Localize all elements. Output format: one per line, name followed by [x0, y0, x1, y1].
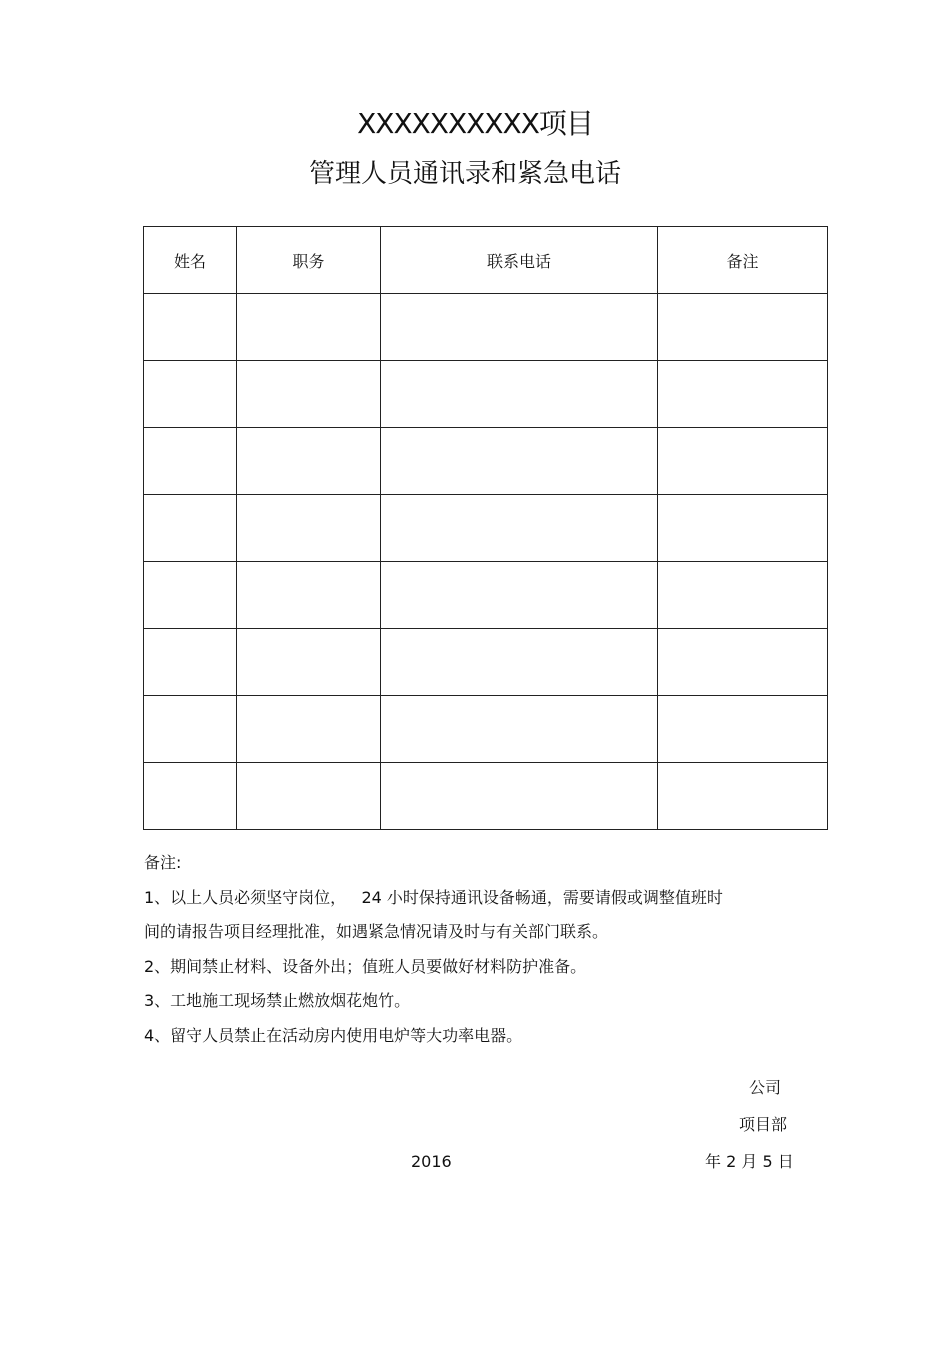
cell-remarks — [658, 294, 828, 361]
table-row — [144, 763, 828, 830]
table-row — [144, 294, 828, 361]
cell-phone — [381, 629, 658, 696]
cell-name — [144, 562, 237, 629]
table-row — [144, 361, 828, 428]
document-title: 管理人员通讯录和紧急电话 — [308, 159, 621, 189]
signature-date: 年 2 月 5 日 — [705, 1152, 794, 1171]
note-item: 4、留守人员禁止在活动房内使用电炉等大功率电器。 — [144, 1025, 523, 1045]
signature-department: 项目部 — [739, 1115, 788, 1134]
cell-position — [237, 562, 381, 629]
cell-phone — [381, 495, 658, 562]
table-row — [144, 696, 828, 763]
cell-phone — [381, 562, 658, 629]
header-position: 职务 — [237, 227, 381, 294]
notes-heading: 备注: — [144, 853, 182, 872]
cell-remarks — [658, 428, 828, 495]
table-row — [144, 629, 828, 696]
cell-phone — [381, 428, 658, 495]
notes-section — [144, 850, 804, 1057]
project-title: XXXXXXXXXX项目 — [357, 107, 593, 140]
cell-remarks — [658, 562, 828, 629]
cell-phone — [381, 763, 658, 830]
cell-remarks — [658, 629, 828, 696]
table-row — [144, 428, 828, 495]
cell-phone — [381, 696, 658, 763]
note-item: 3、工地施工现场禁止燃放烟花炮竹。 — [144, 991, 411, 1010]
cell-name — [144, 629, 237, 696]
cell-position — [237, 495, 381, 562]
cell-remarks — [658, 763, 828, 830]
note-item: 2、期间禁止材料、设备外出；值班人员要做好材料防护准备。 — [144, 956, 587, 976]
header-phone: 联系电话 — [381, 227, 658, 294]
header-remarks: 备注 — [658, 227, 828, 294]
note-item: 1、以上人员必须坚守岗位， 24 小时保持通讯设备畅通，需要请假或调整值班时 — [144, 887, 723, 907]
signature-company: 公司 — [749, 1078, 782, 1097]
cell-name — [144, 361, 237, 428]
note-item: 间的请报告项目经理批准，如遇紧急情况请及时与有关部门联系。 — [144, 922, 609, 941]
cell-name — [144, 696, 237, 763]
cell-name — [144, 495, 237, 562]
cell-position — [237, 696, 381, 763]
cell-name — [144, 428, 237, 495]
table-header-row — [144, 227, 828, 294]
header-name: 姓名 — [144, 227, 237, 294]
cell-remarks — [658, 495, 828, 562]
cell-position — [237, 428, 381, 495]
table-row — [144, 562, 828, 629]
cell-phone — [381, 361, 658, 428]
cell-remarks — [658, 361, 828, 428]
cell-phone — [381, 294, 658, 361]
signature-year: 2016 — [411, 1152, 452, 1171]
cell-position — [237, 629, 381, 696]
cell-position — [237, 361, 381, 428]
cell-position — [237, 763, 381, 830]
cell-remarks — [658, 696, 828, 763]
table-row — [144, 495, 828, 562]
cell-position — [237, 294, 381, 361]
cell-name — [144, 294, 237, 361]
table-body — [144, 294, 828, 830]
cell-name — [144, 763, 237, 830]
contact-table — [143, 226, 828, 830]
